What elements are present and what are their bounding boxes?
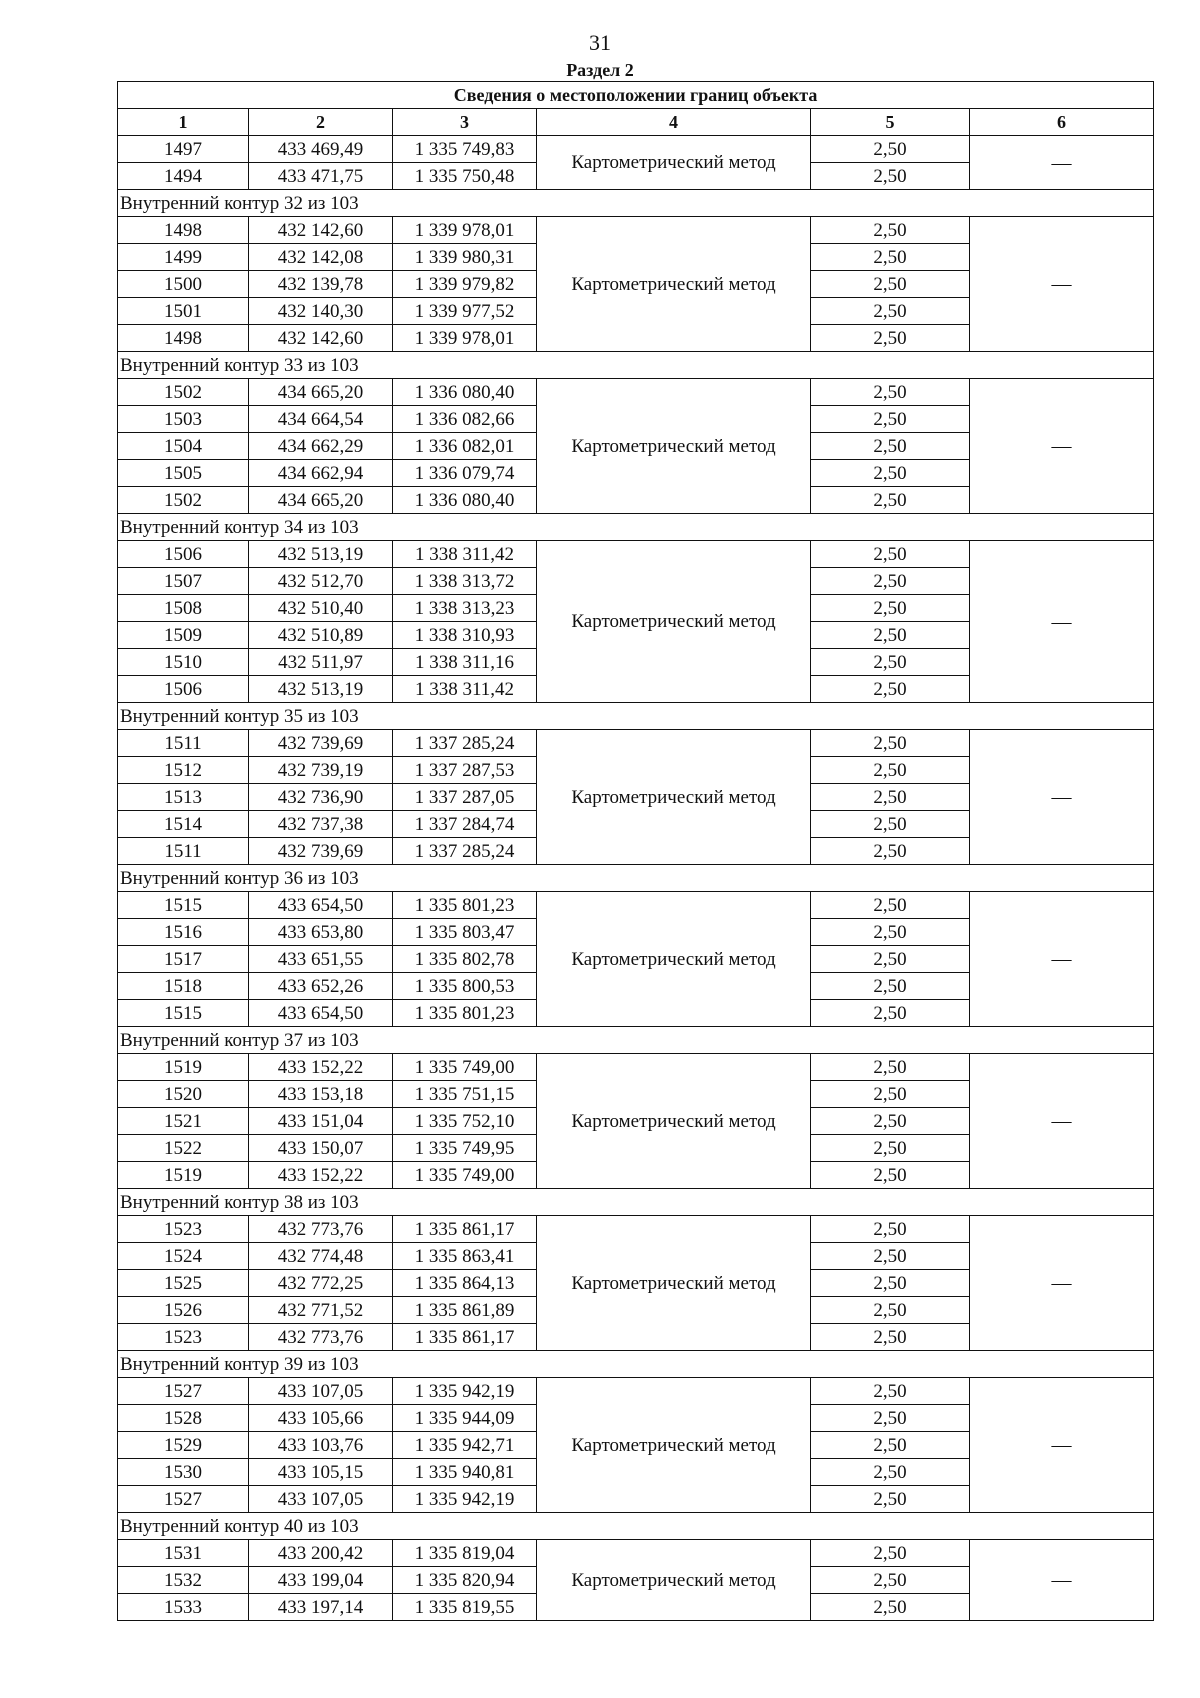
y-coordinate-cell: 1 338 313,72: [393, 568, 537, 595]
table-row: [118, 1216, 1154, 1243]
x-coordinate-cell: 432 773,76: [249, 1216, 393, 1243]
x-coordinate-cell: 432 139,78: [249, 271, 393, 298]
error-cell: 2,50: [811, 379, 970, 406]
point-number-cell: 1502: [118, 487, 249, 514]
method-cell: Картометрический метод: [537, 541, 811, 703]
y-coordinate-cell: 1 337 285,24: [393, 730, 537, 757]
error-cell: 2,50: [811, 784, 970, 811]
contour-header-row: [118, 190, 1154, 217]
contour-title: Внутренний контур 32 из 103: [118, 190, 1154, 217]
point-number-cell: 1521: [118, 1108, 249, 1135]
y-coordinate-cell: 1 335 819,55: [393, 1594, 537, 1621]
point-number-cell: 1511: [118, 730, 249, 757]
contour-title: Внутренний контур 36 из 103: [118, 865, 1154, 892]
error-cell: 2,50: [811, 406, 970, 433]
contour-header-row: [118, 1027, 1154, 1054]
error-cell: 2,50: [811, 757, 970, 784]
method-cell: Картометрический метод: [537, 730, 811, 865]
table-row: [118, 1054, 1154, 1081]
point-number-cell: 1531: [118, 1540, 249, 1567]
x-coordinate-cell: 433 107,05: [249, 1486, 393, 1513]
x-coordinate-cell: 432 142,60: [249, 217, 393, 244]
x-coordinate-cell: 432 511,97: [249, 649, 393, 676]
x-coordinate-cell: 433 199,04: [249, 1567, 393, 1594]
x-coordinate-cell: 433 654,50: [249, 892, 393, 919]
point-number-cell: 1525: [118, 1270, 249, 1297]
y-coordinate-cell: 1 335 801,23: [393, 892, 537, 919]
x-coordinate-cell: 434 665,20: [249, 379, 393, 406]
point-number-cell: 1511: [118, 838, 249, 865]
y-coordinate-cell: 1 335 864,13: [393, 1270, 537, 1297]
error-cell: 2,50: [811, 1243, 970, 1270]
x-coordinate-cell: 433 151,04: [249, 1108, 393, 1135]
x-coordinate-cell: 433 107,05: [249, 1378, 393, 1405]
column-6-cell: —: [970, 136, 1154, 190]
y-coordinate-cell: 1 335 819,04: [393, 1540, 537, 1567]
x-coordinate-cell: 433 471,75: [249, 163, 393, 190]
point-number-cell: 1494: [118, 163, 249, 190]
point-number-cell: 1519: [118, 1054, 249, 1081]
point-number-cell: 1503: [118, 406, 249, 433]
contour-title: Внутренний контур 33 из 103: [118, 352, 1154, 379]
column-6-cell: —: [970, 1216, 1154, 1351]
y-coordinate-cell: 1 339 980,31: [393, 244, 537, 271]
point-number-cell: 1502: [118, 379, 249, 406]
table-row: [118, 217, 1154, 244]
page-number: 31: [589, 30, 611, 55]
error-cell: 2,50: [811, 730, 970, 757]
y-coordinate-cell: 1 335 944,09: [393, 1405, 537, 1432]
contour-header-row: [118, 865, 1154, 892]
error-cell: 2,50: [811, 1540, 970, 1567]
y-coordinate-cell: 1 335 800,53: [393, 973, 537, 1000]
x-coordinate-cell: 433 654,50: [249, 1000, 393, 1027]
point-number-cell: 1508: [118, 595, 249, 622]
y-coordinate-cell: 1 339 978,01: [393, 325, 537, 352]
y-coordinate-cell: 1 337 284,74: [393, 811, 537, 838]
y-coordinate-cell: 1 335 749,83: [393, 136, 537, 163]
x-coordinate-cell: 432 513,19: [249, 676, 393, 703]
point-number-cell: 1513: [118, 784, 249, 811]
error-cell: 2,50: [811, 1297, 970, 1324]
error-cell: 2,50: [811, 433, 970, 460]
method-cell: Картометрический метод: [537, 1216, 811, 1351]
error-cell: 2,50: [811, 1324, 970, 1351]
x-coordinate-cell: 433 103,76: [249, 1432, 393, 1459]
contour-header-row: [118, 514, 1154, 541]
y-coordinate-cell: 1 335 940,81: [393, 1459, 537, 1486]
point-number-cell: 1516: [118, 919, 249, 946]
x-coordinate-cell: 433 197,14: [249, 1594, 393, 1621]
point-number-cell: 1522: [118, 1135, 249, 1162]
column-6-cell: —: [970, 892, 1154, 1027]
error-cell: 2,50: [811, 676, 970, 703]
point-number-cell: 1500: [118, 271, 249, 298]
x-coordinate-cell: 432 142,08: [249, 244, 393, 271]
x-coordinate-cell: 433 150,07: [249, 1135, 393, 1162]
x-coordinate-cell: 433 152,22: [249, 1054, 393, 1081]
y-coordinate-cell: 1 336 082,66: [393, 406, 537, 433]
x-coordinate-cell: 432 142,60: [249, 325, 393, 352]
contour-title: Внутренний контур 34 из 103: [118, 514, 1154, 541]
error-cell: 2,50: [811, 325, 970, 352]
point-number-cell: 1514: [118, 811, 249, 838]
point-number-cell: 1524: [118, 1243, 249, 1270]
boundary-coordinates-table: [117, 81, 1154, 1621]
point-number-cell: 1506: [118, 676, 249, 703]
error-cell: 2,50: [811, 1270, 970, 1297]
point-number-cell: 1504: [118, 433, 249, 460]
point-number-cell: 1527: [118, 1378, 249, 1405]
column-number-6: 6: [970, 109, 1154, 136]
error-cell: 2,50: [811, 919, 970, 946]
x-coordinate-cell: 433 152,22: [249, 1162, 393, 1189]
y-coordinate-cell: 1 337 285,24: [393, 838, 537, 865]
point-number-cell: 1520: [118, 1081, 249, 1108]
error-cell: 2,50: [811, 460, 970, 487]
method-cell: Картометрический метод: [537, 379, 811, 514]
contour-header-row: [118, 1513, 1154, 1540]
y-coordinate-cell: 1 335 942,71: [393, 1432, 537, 1459]
contour-header-row: [118, 1351, 1154, 1378]
column-number-row: [118, 109, 1154, 136]
point-number-cell: 1527: [118, 1486, 249, 1513]
x-coordinate-cell: 434 664,54: [249, 406, 393, 433]
x-coordinate-cell: 432 513,19: [249, 541, 393, 568]
column-number-5: 5: [811, 109, 970, 136]
point-number-cell: 1497: [118, 136, 249, 163]
point-number-cell: 1498: [118, 325, 249, 352]
contour-header-row: [118, 352, 1154, 379]
table-row: [118, 892, 1154, 919]
point-number-cell: 1519: [118, 1162, 249, 1189]
method-cell: Картометрический метод: [537, 136, 811, 190]
y-coordinate-cell: 1 339 977,52: [393, 298, 537, 325]
x-coordinate-cell: 432 771,52: [249, 1297, 393, 1324]
y-coordinate-cell: 1 335 750,48: [393, 163, 537, 190]
y-coordinate-cell: 1 335 942,19: [393, 1378, 537, 1405]
point-number-cell: 1501: [118, 298, 249, 325]
point-number-cell: 1515: [118, 892, 249, 919]
point-number-cell: 1523: [118, 1324, 249, 1351]
error-cell: 2,50: [811, 1000, 970, 1027]
x-coordinate-cell: 433 653,80: [249, 919, 393, 946]
x-coordinate-cell: 434 662,29: [249, 433, 393, 460]
error-cell: 2,50: [811, 811, 970, 838]
y-coordinate-cell: 1 338 311,42: [393, 676, 537, 703]
error-cell: 2,50: [811, 298, 970, 325]
y-coordinate-cell: 1 335 803,47: [393, 919, 537, 946]
x-coordinate-cell: 432 510,89: [249, 622, 393, 649]
point-number-cell: 1518: [118, 973, 249, 1000]
contour-title: Внутренний контур 35 из 103: [118, 703, 1154, 730]
error-cell: 2,50: [811, 136, 970, 163]
table-row: [118, 1540, 1154, 1567]
x-coordinate-cell: 433 652,26: [249, 973, 393, 1000]
error-cell: 2,50: [811, 838, 970, 865]
method-cell: Картометрический метод: [537, 892, 811, 1027]
x-coordinate-cell: 432 739,19: [249, 757, 393, 784]
x-coordinate-cell: 434 662,94: [249, 460, 393, 487]
y-coordinate-cell: 1 335 861,89: [393, 1297, 537, 1324]
table-row: [118, 379, 1154, 406]
y-coordinate-cell: 1 335 861,17: [393, 1324, 537, 1351]
error-cell: 2,50: [811, 1432, 970, 1459]
error-cell: 2,50: [811, 1135, 970, 1162]
error-cell: 2,50: [811, 973, 970, 1000]
point-number-cell: 1507: [118, 568, 249, 595]
column-6-cell: —: [970, 730, 1154, 865]
point-number-cell: 1530: [118, 1459, 249, 1486]
error-cell: 2,50: [811, 541, 970, 568]
error-cell: 2,50: [811, 892, 970, 919]
error-cell: 2,50: [811, 1486, 970, 1513]
column-6-cell: —: [970, 1054, 1154, 1189]
y-coordinate-cell: 1 338 313,23: [393, 595, 537, 622]
column-6-cell: —: [970, 1378, 1154, 1513]
x-coordinate-cell: 432 773,76: [249, 1324, 393, 1351]
error-cell: 2,50: [811, 1567, 970, 1594]
point-number-cell: 1505: [118, 460, 249, 487]
column-number-2: 2: [249, 109, 393, 136]
x-coordinate-cell: 434 665,20: [249, 487, 393, 514]
method-cell: Картометрический метод: [537, 1378, 811, 1513]
point-number-cell: 1529: [118, 1432, 249, 1459]
y-coordinate-cell: 1 337 287,05: [393, 784, 537, 811]
point-number-cell: 1512: [118, 757, 249, 784]
x-coordinate-cell: 432 739,69: [249, 730, 393, 757]
table-row: [118, 1378, 1154, 1405]
x-coordinate-cell: 433 153,18: [249, 1081, 393, 1108]
column-6-cell: —: [970, 541, 1154, 703]
x-coordinate-cell: 432 739,69: [249, 838, 393, 865]
y-coordinate-cell: 1 335 749,00: [393, 1054, 537, 1081]
error-cell: 2,50: [811, 1081, 970, 1108]
column-6-cell: —: [970, 217, 1154, 352]
point-number-cell: 1532: [118, 1567, 249, 1594]
column-number-3: 3: [393, 109, 537, 136]
error-cell: 2,50: [811, 946, 970, 973]
contour-title: Внутренний контур 40 из 103: [118, 1513, 1154, 1540]
point-number-cell: 1515: [118, 1000, 249, 1027]
y-coordinate-cell: 1 336 080,40: [393, 379, 537, 406]
error-cell: 2,50: [811, 1594, 970, 1621]
y-coordinate-cell: 1 335 942,19: [393, 1486, 537, 1513]
y-coordinate-cell: 1 336 082,01: [393, 433, 537, 460]
y-coordinate-cell: 1 335 749,95: [393, 1135, 537, 1162]
error-cell: 2,50: [811, 649, 970, 676]
table-row: [118, 730, 1154, 757]
y-coordinate-cell: 1 338 311,42: [393, 541, 537, 568]
x-coordinate-cell: 433 105,15: [249, 1459, 393, 1486]
error-cell: 2,50: [811, 1054, 970, 1081]
y-coordinate-cell: 1 337 287,53: [393, 757, 537, 784]
y-coordinate-cell: 1 335 861,17: [393, 1216, 537, 1243]
y-coordinate-cell: 1 335 802,78: [393, 946, 537, 973]
point-number-cell: 1509: [118, 622, 249, 649]
x-coordinate-cell: 432 512,70: [249, 568, 393, 595]
x-coordinate-cell: 432 736,90: [249, 784, 393, 811]
method-cell: Картометрический метод: [537, 217, 811, 352]
error-cell: 2,50: [811, 595, 970, 622]
x-coordinate-cell: 433 651,55: [249, 946, 393, 973]
y-coordinate-cell: 1 335 801,23: [393, 1000, 537, 1027]
column-number-4: 4: [537, 109, 811, 136]
point-number-cell: 1510: [118, 649, 249, 676]
point-number-cell: 1528: [118, 1405, 249, 1432]
method-cell: Картометрический метод: [537, 1054, 811, 1189]
y-coordinate-cell: 1 339 978,01: [393, 217, 537, 244]
column-6-cell: —: [970, 1540, 1154, 1621]
table-row: [118, 136, 1154, 163]
error-cell: 2,50: [811, 1459, 970, 1486]
point-number-cell: 1506: [118, 541, 249, 568]
error-cell: 2,50: [811, 1216, 970, 1243]
error-cell: 2,50: [811, 271, 970, 298]
y-coordinate-cell: 1 335 752,10: [393, 1108, 537, 1135]
column-number-1: 1: [118, 109, 249, 136]
contour-title: Внутренний контур 37 из 103: [118, 1027, 1154, 1054]
y-coordinate-cell: 1 335 749,00: [393, 1162, 537, 1189]
y-coordinate-cell: 1 336 080,40: [393, 487, 537, 514]
error-cell: 2,50: [811, 244, 970, 271]
y-coordinate-cell: 1 338 310,93: [393, 622, 537, 649]
x-coordinate-cell: 432 772,25: [249, 1270, 393, 1297]
y-coordinate-cell: 1 338 311,16: [393, 649, 537, 676]
x-coordinate-cell: 433 105,66: [249, 1405, 393, 1432]
contour-title: Внутренний контур 38 из 103: [118, 1189, 1154, 1216]
error-cell: 2,50: [811, 163, 970, 190]
x-coordinate-cell: 432 510,40: [249, 595, 393, 622]
point-number-cell: 1526: [118, 1297, 249, 1324]
error-cell: 2,50: [811, 1108, 970, 1135]
table-caption: Сведения о местоположении границ объекта: [118, 82, 1154, 109]
x-coordinate-cell: 432 140,30: [249, 298, 393, 325]
section-title: Раздел 2: [566, 60, 634, 80]
point-number-cell: 1499: [118, 244, 249, 271]
table-row: [118, 541, 1154, 568]
error-cell: 2,50: [811, 487, 970, 514]
error-cell: 2,50: [811, 217, 970, 244]
contour-header-row: [118, 1189, 1154, 1216]
error-cell: 2,50: [811, 622, 970, 649]
error-cell: 2,50: [811, 1378, 970, 1405]
point-number-cell: 1498: [118, 217, 249, 244]
error-cell: 2,50: [811, 1405, 970, 1432]
x-coordinate-cell: 433 200,42: [249, 1540, 393, 1567]
y-coordinate-cell: 1 335 863,41: [393, 1243, 537, 1270]
contour-title: Внутренний контур 39 из 103: [118, 1351, 1154, 1378]
x-coordinate-cell: 432 774,48: [249, 1243, 393, 1270]
error-cell: 2,50: [811, 1162, 970, 1189]
y-coordinate-cell: 1 335 751,15: [393, 1081, 537, 1108]
error-cell: 2,50: [811, 568, 970, 595]
y-coordinate-cell: 1 339 979,82: [393, 271, 537, 298]
point-number-cell: 1533: [118, 1594, 249, 1621]
point-number-cell: 1517: [118, 946, 249, 973]
column-6-cell: —: [970, 379, 1154, 514]
x-coordinate-cell: 432 737,38: [249, 811, 393, 838]
x-coordinate-cell: 433 469,49: [249, 136, 393, 163]
contour-header-row: [118, 703, 1154, 730]
y-coordinate-cell: 1 335 820,94: [393, 1567, 537, 1594]
point-number-cell: 1523: [118, 1216, 249, 1243]
method-cell: Картометрический метод: [537, 1540, 811, 1621]
y-coordinate-cell: 1 336 079,74: [393, 460, 537, 487]
table-caption-row: [118, 82, 1154, 109]
